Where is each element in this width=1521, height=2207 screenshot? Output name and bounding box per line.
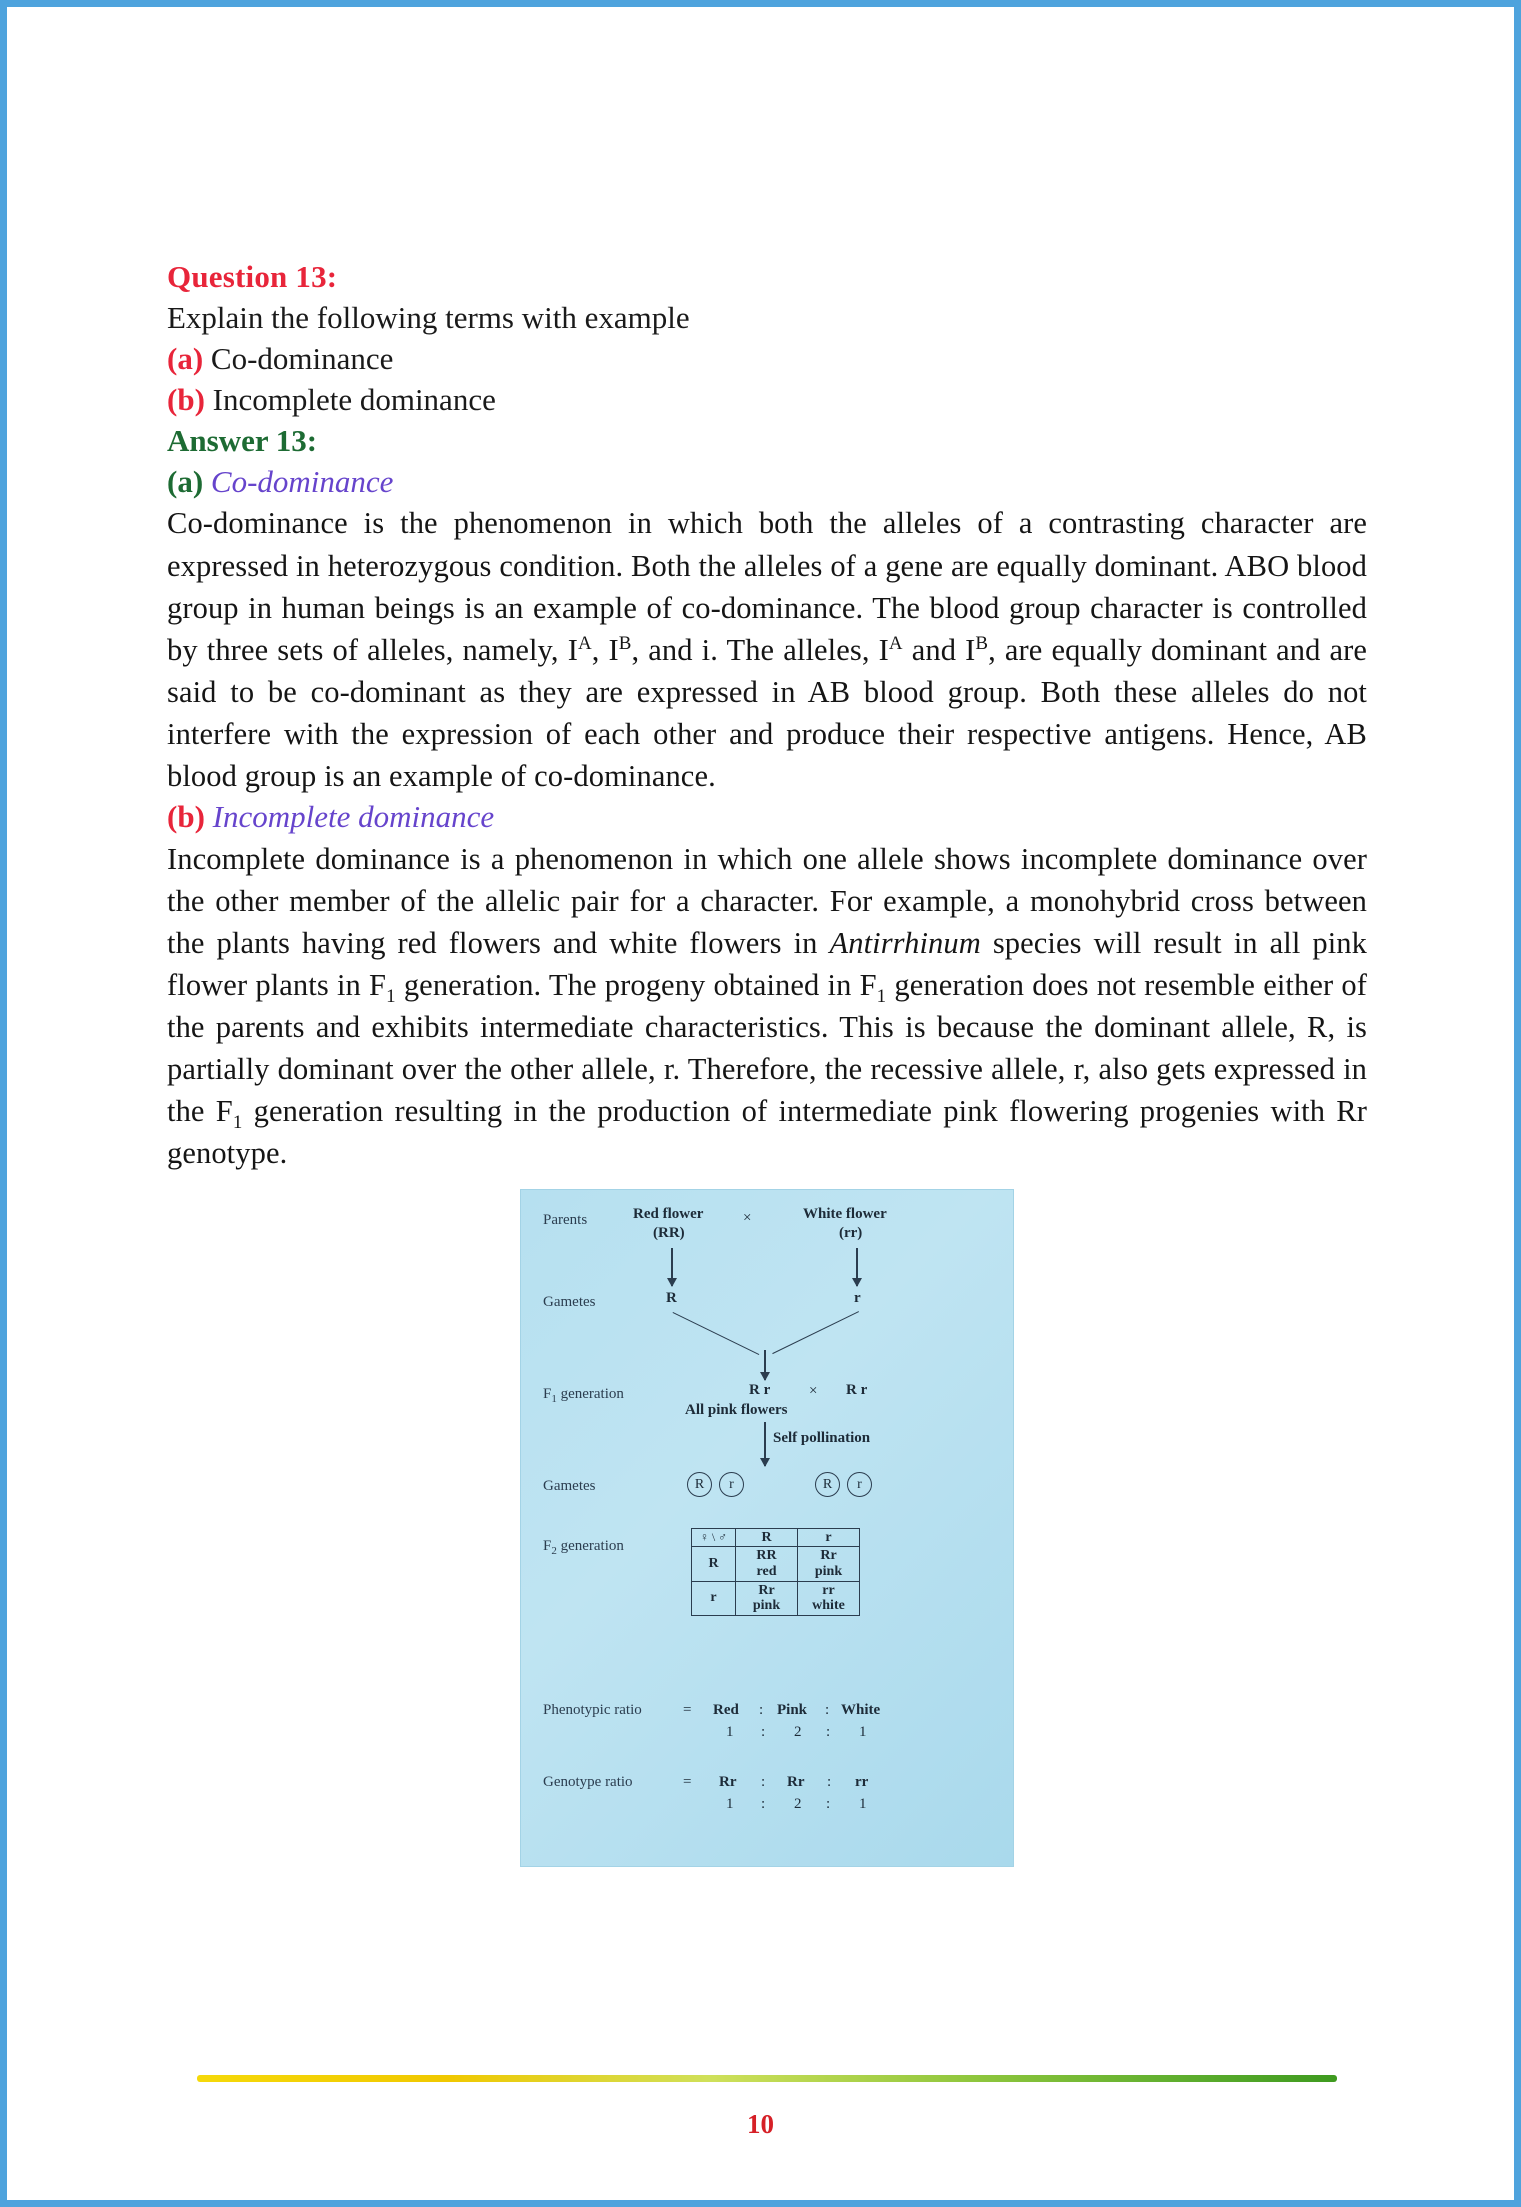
punnett-cell-0-0-phenotype: red: [756, 1563, 777, 1579]
diagram-phenotypic-equals: =: [683, 1701, 692, 1718]
diagram-arrow-self-pollination: [764, 1422, 766, 1466]
para-b-seg5: generation resulting in the production of intermediate pink flowering progenies with Rr genotype.: [167, 1094, 1367, 1171]
diagram-f1-label: [543, 1386, 624, 1405]
diagram-gamete-circle-right-R: R: [815, 1472, 840, 1497]
punnett-header-row: [692, 1528, 860, 1547]
diagram-f2-label: [543, 1538, 624, 1557]
answer-part-a-subheading: [167, 462, 1367, 503]
punnett-cell-1-0: [736, 1581, 798, 1615]
punnett-cell-0-0: [736, 1547, 798, 1581]
diagram-f1-sub: 1: [551, 1392, 557, 1405]
punnett-square: [691, 1528, 860, 1616]
diagram-phenotypic-value-2: 1: [859, 1723, 867, 1740]
punnett-row-header-1: r: [692, 1581, 736, 1615]
diagram-parent-left-name: Red flower: [633, 1205, 704, 1222]
diagram-genotype-term-0: Rr: [719, 1773, 737, 1790]
punnett-row-1: [692, 1581, 860, 1615]
para-b-seg2: species will result in all pink flower plants in F: [167, 926, 1368, 1003]
para-a-sup4: B: [975, 632, 989, 654]
diagram-phenotypic-value-sep-0: :: [761, 1723, 766, 1740]
para-a-sup3: A: [888, 632, 903, 654]
question-heading: Question 13:: [167, 259, 338, 294]
answer-part-b-marker: (b): [167, 798, 205, 834]
diagram-genotype-value-1: 2: [794, 1795, 802, 1812]
diagram-f1-right-genotype: R r: [846, 1381, 868, 1398]
para-b-italic1: Antirrhinum: [829, 926, 981, 961]
diagram-arrow-parent-right-to-gamete: [856, 1248, 858, 1286]
punnett-cell-1-1-phenotype: white: [812, 1598, 845, 1614]
diagram-genotype-ratio-label: Genotype ratio: [543, 1773, 633, 1790]
diagram-gamete-circle-left-r: r: [719, 1472, 744, 1497]
diagram-phenotypic-sep-1: :: [825, 1701, 830, 1718]
diagram-parent-right-genotype: (rr): [839, 1224, 863, 1241]
diagram-cross-line-left: [672, 1312, 759, 1355]
diagram-phenotypic-value-0: 1: [726, 1723, 734, 1740]
punnett-cell-1-1: [798, 1581, 860, 1615]
diagram-genotype-term-1: Rr: [787, 1773, 805, 1790]
diagram-arrow-to-f1: [764, 1350, 766, 1380]
diagram-f1-caption: All pink flowers: [685, 1401, 788, 1418]
punnett-col-header-0: R: [736, 1528, 798, 1547]
para-a-seg5: , are equally dominant and are said to be co-dominant as they are expressed in AB blood group. Both these alleles do not interfere with the expression of each other and produce their respective antigens. Hence, AB blood group is an example of co-dominance.: [167, 632, 1368, 793]
diagram-gamete-circle-right-r: r: [847, 1472, 872, 1497]
question-item-a-marker: (a): [167, 340, 204, 376]
answer-part-a-title: Co-dominance: [210, 463, 394, 499]
question-item-a: [167, 339, 1367, 380]
diagram-cross-line-right: [772, 1310, 859, 1353]
diagram-gamete-circle-left-R: R: [687, 1472, 712, 1497]
diagram-self-pollination-label: Self pollination: [773, 1429, 871, 1446]
para-a-seg3: , and i. The alleles, I: [631, 632, 889, 667]
diagram-parent-right-name: White flower: [803, 1205, 887, 1222]
diagram-phenotypic-term-1: Pink: [777, 1701, 808, 1718]
diagram-f1-left-genotype: R r: [749, 1381, 771, 1398]
punnett-cell-0-0-genotype: RR: [756, 1548, 777, 1564]
diagram-f1-letter: F: [543, 1385, 552, 1402]
page-number: 10: [747, 2109, 774, 2139]
para-b-sub3: 1: [232, 1112, 243, 1134]
diagram-phenotypic-value-sep-1: :: [826, 1723, 831, 1740]
diagram-parent-left-genotype: (RR): [653, 1224, 685, 1241]
diagram-parents-cross-symbol: ×: [743, 1209, 752, 1226]
diagram-genotype-term-2: rr: [855, 1773, 869, 1790]
diagram-gametes-label-1: Gametes: [543, 1293, 596, 1310]
para-b-sub1: 1: [386, 986, 396, 1008]
punnett-cell-0-1: [798, 1547, 860, 1581]
page-content: [167, 257, 1367, 1867]
diagram-phenotypic-ratio-label: Phenotypic ratio: [543, 1701, 642, 1718]
para-a-sup2: B: [618, 632, 632, 654]
punnett-row-header-0: R: [692, 1547, 736, 1581]
punnett-cell-0-1-phenotype: pink: [814, 1563, 843, 1579]
diagram-container: [167, 1189, 1367, 1867]
para-a-seg4: and I: [902, 632, 976, 667]
diagram-gametes-label-2: Gametes: [543, 1477, 596, 1494]
diagram-genotype-sep-1: :: [827, 1773, 832, 1790]
answer-part-b-subheading: [167, 797, 1367, 838]
answer-heading: Answer 13:: [167, 422, 318, 458]
diagram-gamete-left-1: R: [666, 1289, 677, 1306]
punnett-cell-1-0-genotype: Rr: [758, 1582, 775, 1598]
diagram-f2-sub: 2: [551, 1544, 557, 1557]
diagram-f1-rest: generation: [556, 1385, 624, 1402]
question-item-b-marker: (b): [167, 381, 205, 417]
diagram-phenotypic-term-2: White: [841, 1701, 881, 1718]
question-item-a-label: Co-dominance: [210, 340, 394, 376]
diagram-genotype-sep-0: :: [761, 1773, 766, 1790]
question-prompt: Explain the following terms with example: [167, 299, 690, 335]
diagram-genotype-value-0: 1: [726, 1795, 734, 1812]
diagram-genotype-equals: =: [683, 1773, 692, 1790]
diagram-genotype-value-2: 1: [859, 1795, 867, 1812]
question-item-b: [167, 380, 1367, 421]
question-item-b-label: Incomplete dominance: [212, 381, 496, 417]
para-a-seg1: Co-dominance is the phenomenon in which both the alleles of a contrasting character are expressed in heterozygous condition. Both the alleles of a gene are equally dominant. ABO blood group in human beings is an example of co-dominance. The blood group character is controlled by three sets of alleles, namely, I: [167, 506, 1367, 667]
para-a-seg2: , I: [591, 632, 619, 667]
diagram-phenotypic-value-1: 2: [794, 1723, 802, 1740]
answer-part-b-body: [167, 838, 1367, 1175]
punnett-col-header-1: r: [798, 1528, 860, 1547]
diagram-phenotypic-sep-0: :: [759, 1701, 764, 1718]
diagram-genotype-value-sep-1: :: [826, 1795, 831, 1812]
para-b-seg4: generation does not resemble either of the parents and exhibits intermediate characteristics. This is because the dominant allele, R, is partially dominant over the other allele, r. Therefore, the recessive allele, r, also gets expressed in the F: [167, 968, 1367, 1129]
answer-part-a-body: [167, 502, 1367, 797]
diagram-f1-cross-symbol: ×: [809, 1382, 818, 1399]
incomplete-dominance-cross-diagram: [520, 1189, 1014, 1867]
diagram-genotype-value-sep-0: :: [761, 1795, 766, 1812]
answer-part-b-title: Incomplete dominance: [212, 798, 495, 834]
diagram-gamete-right-1: r: [854, 1289, 861, 1306]
para-b-seg3: generation. The progeny obtained in F: [395, 968, 877, 1003]
diagram-arrow-parent-left-to-gamete: [671, 1248, 673, 1286]
footer-divider: [197, 2075, 1337, 2082]
para-a-sup1: A: [577, 632, 592, 654]
punnett-cell-1-1-genotype: rr: [822, 1582, 835, 1598]
para-b-sub2: 1: [876, 986, 887, 1008]
diagram-f2-letter: F: [543, 1537, 552, 1554]
punnett-cell-0-1-genotype: Rr: [820, 1548, 837, 1564]
para-b-seg1: Incomplete dominance is a phenomenon in which one allele shows incomplete dominance over the other member of the allelic pair for a character. For example, a monohybrid cross between the plants having red flowers and white flowers in: [167, 841, 1367, 961]
punnett-row-0: [692, 1547, 860, 1581]
punnett-corner-cell: ♀ \ ♂: [692, 1528, 736, 1547]
answer-part-a-marker: (a): [167, 463, 204, 499]
diagram-phenotypic-term-0: Red: [713, 1701, 739, 1718]
diagram-f2-rest: generation: [556, 1537, 624, 1554]
punnett-cell-1-0-phenotype: pink: [752, 1598, 781, 1614]
diagram-parents-label: Parents: [543, 1211, 588, 1228]
